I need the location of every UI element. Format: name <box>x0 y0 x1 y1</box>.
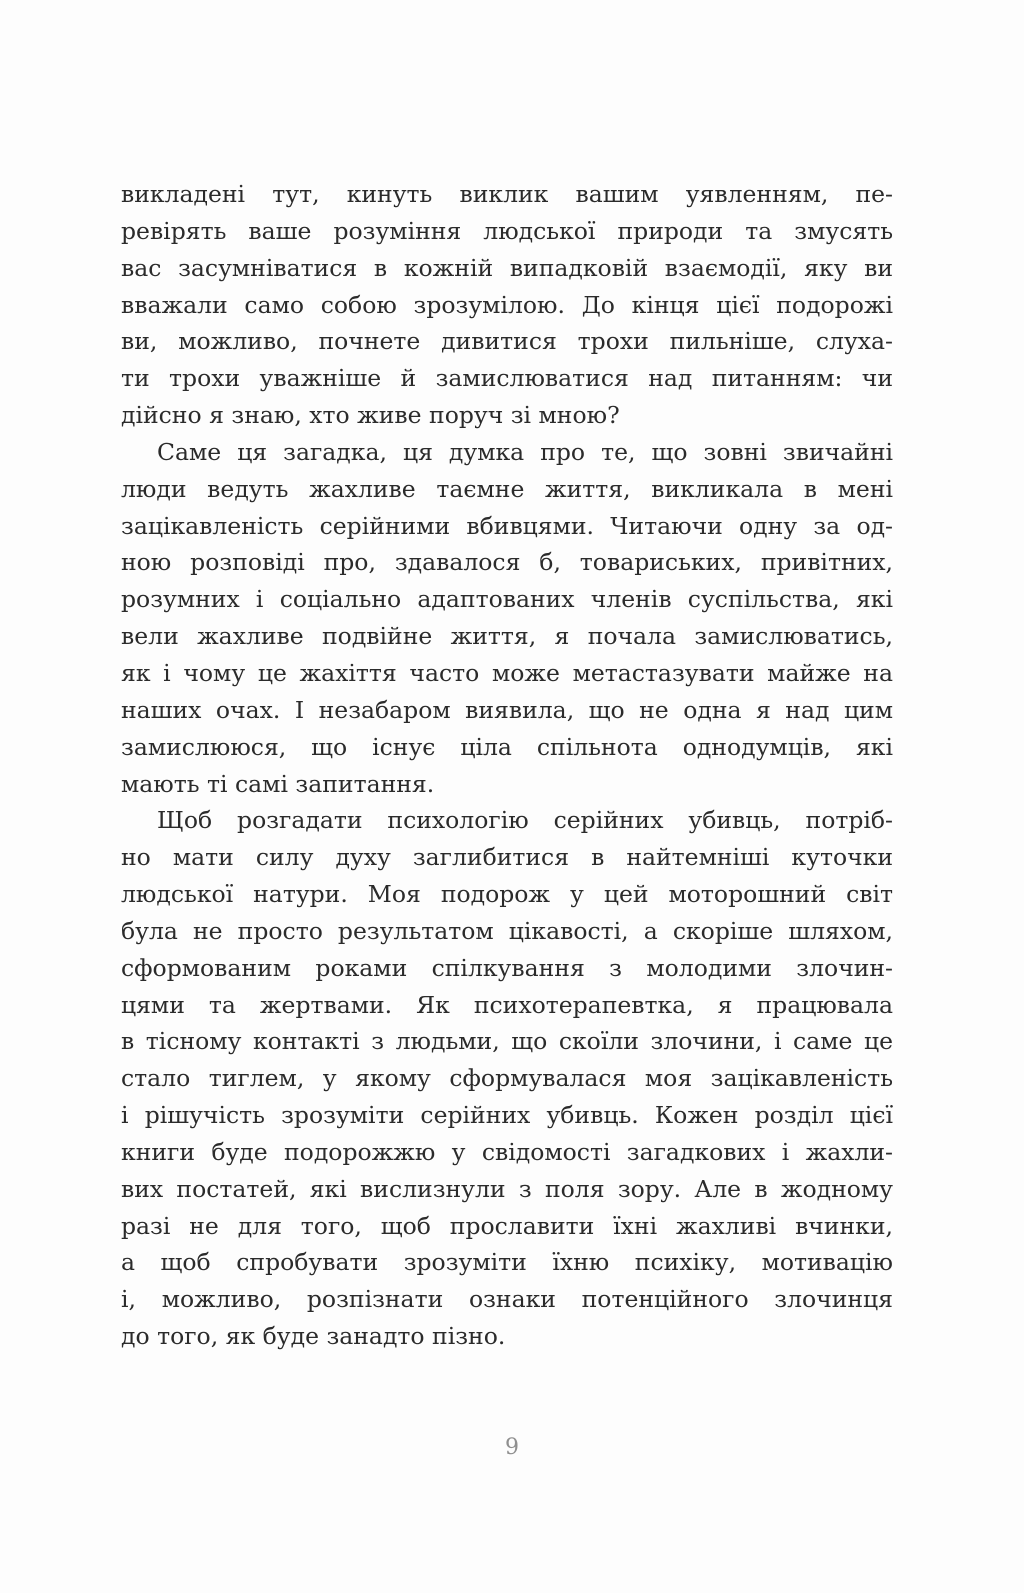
text-line: вих постатей, які вислизнули з поля зору. Але в жодному <box>121 1174 893 1203</box>
text-line: до того, як буде занадто пізно. <box>121 1322 506 1351</box>
text-line: як і чому це жахіття часто може метастазувати майже на <box>121 658 893 687</box>
text-line: викладені тут, кинуть виклик вашим уявленням, пе- <box>121 180 893 208</box>
text-line: ви, можливо, почнете дивитися трохи пильніше, слуха- <box>121 327 893 356</box>
text-line: сформованим роками спілкування з молодими злочин- <box>121 953 893 982</box>
text-line: дійсно я знаю, хто живе поруч зі мною? <box>121 401 620 430</box>
text-line: і, можливо, розпізнати ознаки потенційного злочинця <box>121 1285 893 1314</box>
text-line: но мати силу духу заглибитися в найтемніші куточки <box>121 843 893 872</box>
text-line: наших очах. І незабаром виявила, що не одна я над цим <box>121 695 893 724</box>
text-line: Саме ця загадка, ця думка про те, що зовні звичайні <box>157 437 893 466</box>
text-line: замислююся, що існує ціла спільнота однодумців, які <box>121 732 893 761</box>
text-line: була не просто результатом цікавості, а скоріше шляхом, <box>121 916 893 945</box>
text-line: вас засумніватися в кожній випадковій взаємодії, яку ви <box>121 253 893 282</box>
text-line: зацікавленість серійними вбивцями. Читаючи одну за од- <box>121 511 893 540</box>
text-line: люди ведуть жахливе таємне життя, викликала в мені <box>121 474 893 503</box>
text-line: мають ті самі запитання. <box>121 769 435 798</box>
text-line: книги буде подорожжю у свідомості загадкових і жахли- <box>121 1137 893 1166</box>
body-text <box>121 176 893 1355</box>
text-line: стало тиглем, у якому сформувалася моя зацікавленість <box>121 1064 893 1093</box>
text-line: а щоб спробувати зрозуміти їхню психіку, мотивацію <box>121 1248 893 1277</box>
text-line: в тісному контакті з людьми, що скоїли злочини, і саме це <box>121 1027 893 1056</box>
text-line: ною розповіді про, здавалося б, товариських, привітних, <box>121 548 893 577</box>
text-line: вважали само собою зрозумілою. До кінця цієї подорожі <box>121 290 893 319</box>
text-line: ти трохи уважніше й замислюватися над питанням: чи <box>121 364 893 393</box>
text-line: разі не для того, щоб прославити їхні жахливі вчинки, <box>121 1211 893 1240</box>
page-number: 9 <box>505 1435 519 1460</box>
text-line: вели жахливе подвійне життя, я почала замислюватись, <box>121 622 893 651</box>
text-line: людської натури. Моя подорож у цей моторошний світ <box>121 880 893 909</box>
text-line: і рішучість зрозуміти серійних убивць. Кожен розділ цієї <box>121 1101 893 1130</box>
text-line: цями та жертвами. Як психотерапевтка, я працювала <box>121 990 893 1019</box>
text-line: ревірять ваше розуміння людської природи та змусять <box>121 216 893 245</box>
text-line: Щоб розгадати психологію серійних убивць, потріб- <box>157 806 893 835</box>
text-line: розумних і соціально адаптованих членів суспільства, які <box>121 585 893 614</box>
